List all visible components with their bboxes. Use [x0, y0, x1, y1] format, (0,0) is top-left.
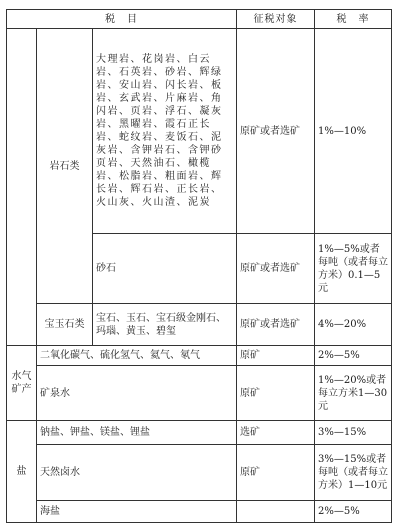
item-cell: 钠盐、钾盐、镁盐、锂盐: [37, 421, 237, 445]
table-row: [7, 501, 392, 523]
rate-cell: 3%—15%: [315, 421, 392, 445]
item-cell: 矿泉水: [37, 366, 237, 421]
item-cell: 大理岩、花岗岩、白云岩、石英岩、砂岩、辉绿岩、安山岩、闪长岩、板岩、玄武岩、片麻岩、角闪岩、页岩、浮石、凝灰岩、黑曜岩、霞石正长岩、蛇纹岩、麦饭石、泥灰岩、含钾岩石、含钾砂页岩、天然油石、橄榄岩、松脂岩、粗面岩、辉长岩、辉石岩、正长岩、火山灰、火山渣、泥炭: [93, 29, 237, 234]
object-cell: 选矿: [237, 421, 315, 445]
table-row: [7, 346, 392, 366]
object-cell: 原矿或者选矿: [237, 234, 315, 304]
rate-cell: 1%—20%或者每立方米1—30元: [315, 366, 392, 421]
table-row: [7, 445, 392, 501]
table-row: [7, 366, 392, 421]
subcategory-cell: 宝玉石类: [37, 304, 93, 346]
object-cell: 原矿: [237, 445, 315, 501]
rate-cell: 1%—5%或者每吨（或者每立方米）0.1—5元: [315, 234, 392, 304]
rate-cell: 1%—10%: [315, 29, 392, 234]
item-cell: 二氧化碳气、硫化氢气、氦气、氡气: [37, 346, 237, 366]
object-cell: [237, 501, 315, 523]
rate-cell: 2%—5%: [315, 346, 392, 366]
item-cell: 砂石: [93, 234, 237, 304]
item-cell: 天然卤水: [37, 445, 237, 501]
object-cell: 原矿: [237, 346, 315, 366]
item-cell: 海盐: [37, 501, 237, 523]
object-cell: 原矿: [237, 366, 315, 421]
table-row: [7, 29, 392, 234]
category-cell: 水气矿产: [7, 346, 37, 421]
rate-cell: 4%—20%: [315, 304, 392, 346]
tax-rate-table: [6, 9, 392, 523]
header-item: 税 目: [7, 10, 237, 29]
header-row: [7, 10, 392, 29]
object-cell: 原矿或者选矿: [237, 304, 315, 346]
object-cell: 原矿或者选矿: [237, 29, 315, 234]
rate-cell: 2%—5%: [315, 501, 392, 523]
header-rate: 税 率: [315, 10, 392, 29]
rate-cell: 3%—15%或者每吨（或者每立方米）1—10元: [315, 445, 392, 501]
category-cell: [7, 29, 37, 346]
table-row: [7, 421, 392, 445]
table-row: [7, 304, 392, 346]
category-cell: 盐: [7, 421, 37, 523]
header-object: 征税对象: [237, 10, 315, 29]
subcategory-cell: 岩石类: [37, 29, 93, 304]
item-cell: 宝石、玉石、宝石级金刚石、玛瑙、黄玉、碧玺: [93, 304, 237, 346]
